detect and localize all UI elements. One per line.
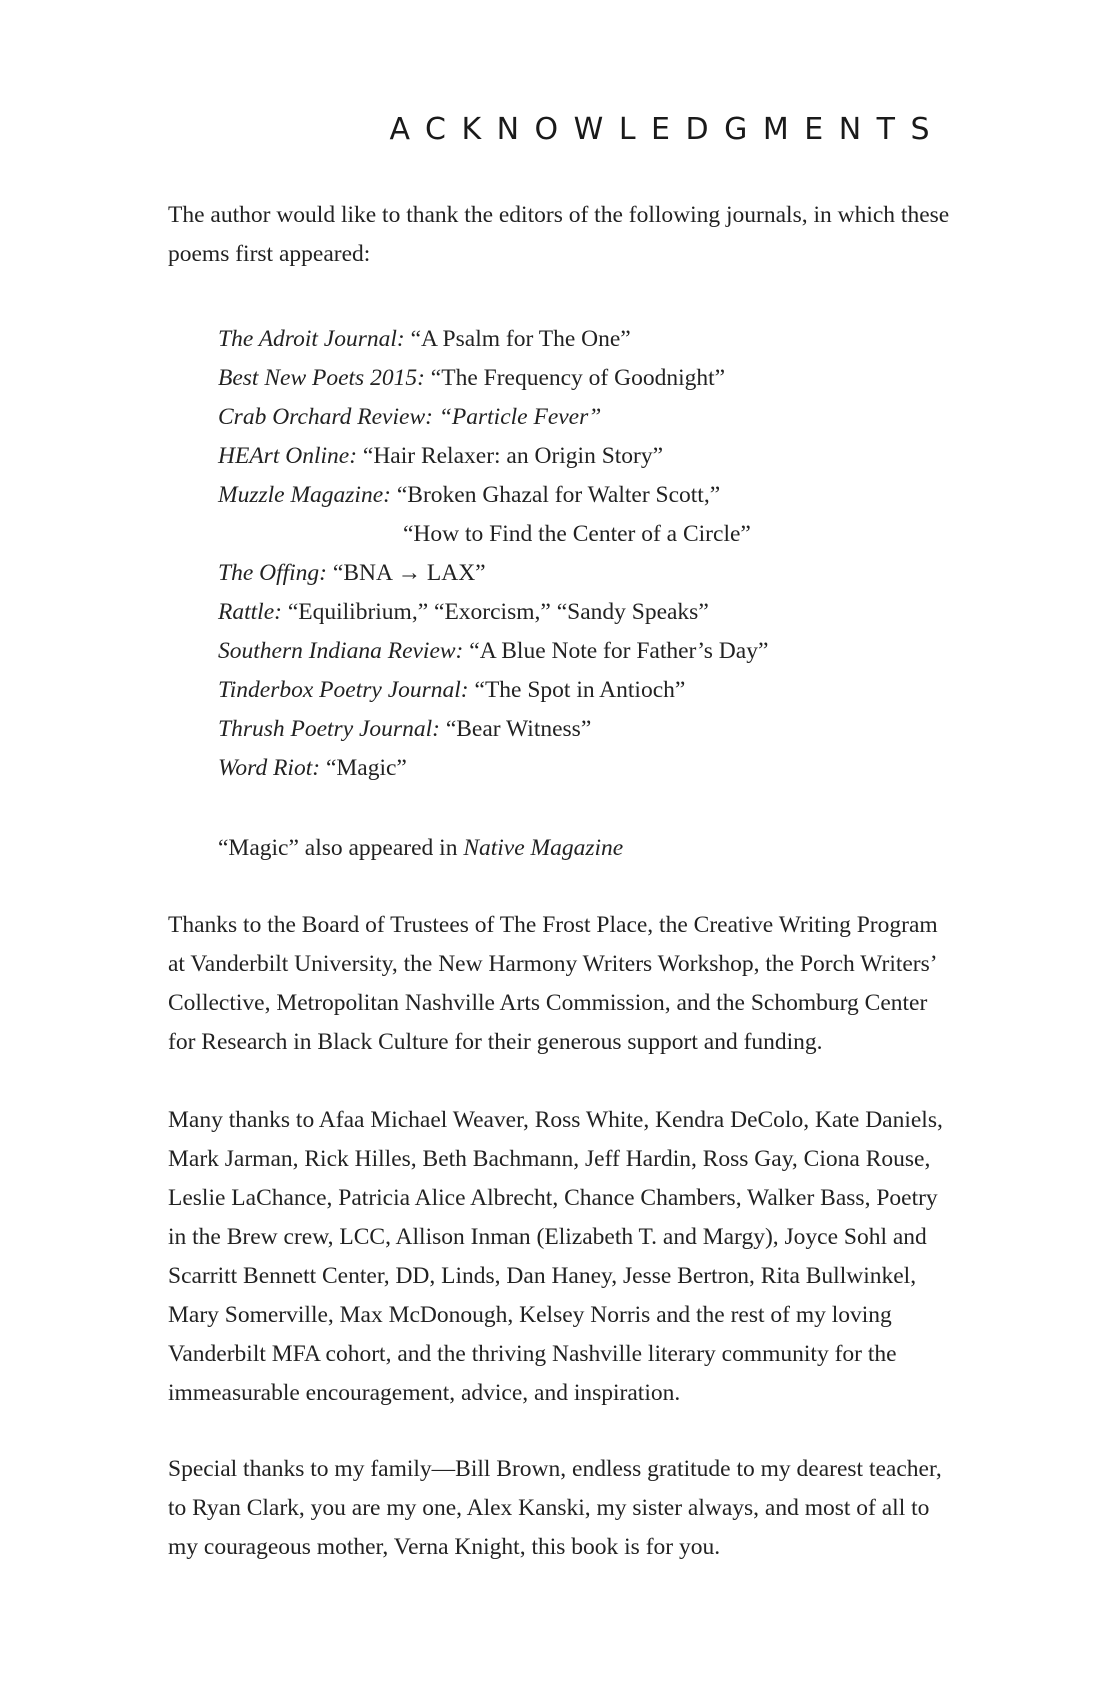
poem-titles: “The Spot in Antioch”: [468, 677, 686, 703]
list-item: [218, 632, 938, 671]
poem-titles: “A Psalm for The One”: [404, 326, 631, 352]
poem-titles: “Magic”: [320, 755, 407, 781]
poem-titles: “Hair Relaxer: an Origin Story”: [357, 443, 664, 469]
journal-name: Thrush Poetry Journal:: [218, 716, 440, 742]
also-appeared-text: “Magic” also appeared in: [218, 835, 464, 861]
poem-titles: “Particle Fever”: [432, 404, 602, 430]
list-item: [218, 593, 938, 632]
poem-titles: “Broken Ghazal for Walter Scott,”: [390, 482, 721, 508]
also-appeared-note: [218, 829, 623, 868]
people-paragraph: Many thanks to Afaa Michael Weaver, Ross White, Kendra DeColo, Kate Daniels, Mark Jarman, Rick Hilles, Beth Bachmann, Jeff Hardin, Ross Gay, Ciona Rouse, Leslie LaChance, Patricia Alice Albrecht, Chance Chambers, Walker Bass, Poetry in the Brew crew, LCC, Allison Inman (Elizabeth T. and Margy), Joyce Sohl and Scarritt Bennett Center, DD, Linds, Dan Haney, Jesse Bertron, Rita Bullwinkel, Mary Somerville, Max McDonough, Kelsey Norris and the rest of my loving Vanderbilt MFA cohort, and the thriving Nashville literary community for the immeasurable encouragement, advice, and inspiration.: [168, 1107, 943, 1406]
list-item: [218, 359, 938, 398]
publication-name: Native Magazine: [463, 835, 624, 861]
journal-name: Tinderbox Poetry Journal:: [218, 677, 469, 703]
list-item: [218, 476, 938, 515]
journal-name: The Offing:: [218, 560, 328, 586]
poem-titles: “Bear Witness”: [439, 716, 592, 742]
journal-name: Southern Indiana Review:: [218, 638, 464, 664]
list-item: [218, 398, 938, 437]
journal-list: [218, 320, 938, 788]
journal-name: Best New Poets 2015:: [218, 365, 425, 391]
institutions-paragraph: Thanks to the Board of Trustees of The Frost Place, the Creative Writing Program at Vanderbilt University, the New Harmony Writers Workshop, the Porch Writers’ Collective, Metropolitan Nashville Arts Commission, and the Schomburg Center for Research in Black Culture for their generous support and funding.: [168, 912, 938, 1055]
poem-titles: “How to Find the Center of a Circle”: [403, 521, 751, 547]
poem-titles: “Equilibrium,” “Exorcism,” “Sandy Speaks”: [281, 599, 709, 625]
list-item-continuation: [218, 515, 938, 554]
poem-titles: “A Blue Note for Father’s Day”: [463, 638, 769, 664]
list-item: [218, 320, 938, 359]
list-item: [218, 749, 938, 788]
list-item: [218, 671, 938, 710]
list-item: [218, 437, 938, 476]
poem-titles: “BNA → LAX”: [327, 560, 486, 586]
journal-name: Crab Orchard Review:: [218, 404, 433, 430]
list-item: [218, 710, 938, 749]
journal-name: Muzzle Magazine:: [218, 482, 391, 508]
poem-titles: “The Frequency of Goodnight”: [424, 365, 726, 391]
journal-name: Word Riot:: [218, 755, 321, 781]
journal-name: HEArt Online:: [218, 443, 358, 469]
journal-name: Rattle:: [218, 599, 282, 625]
journal-name: The Adroit Journal:: [218, 326, 405, 352]
list-item: [218, 554, 938, 593]
intro-paragraph: The author would like to thank the editors of the following journals, in which these poems first appeared:: [168, 202, 950, 267]
family-paragraph: Special thanks to my family—Bill Brown, endless gratitude to my dearest teacher, to Ryan Clark, you are my one, Alex Kanski, my sister always, and most of all to my courageous mother, Verna Knight, this book is for you.: [168, 1456, 942, 1560]
page-title: ACKNOWLEDGMENTS: [389, 112, 945, 147]
